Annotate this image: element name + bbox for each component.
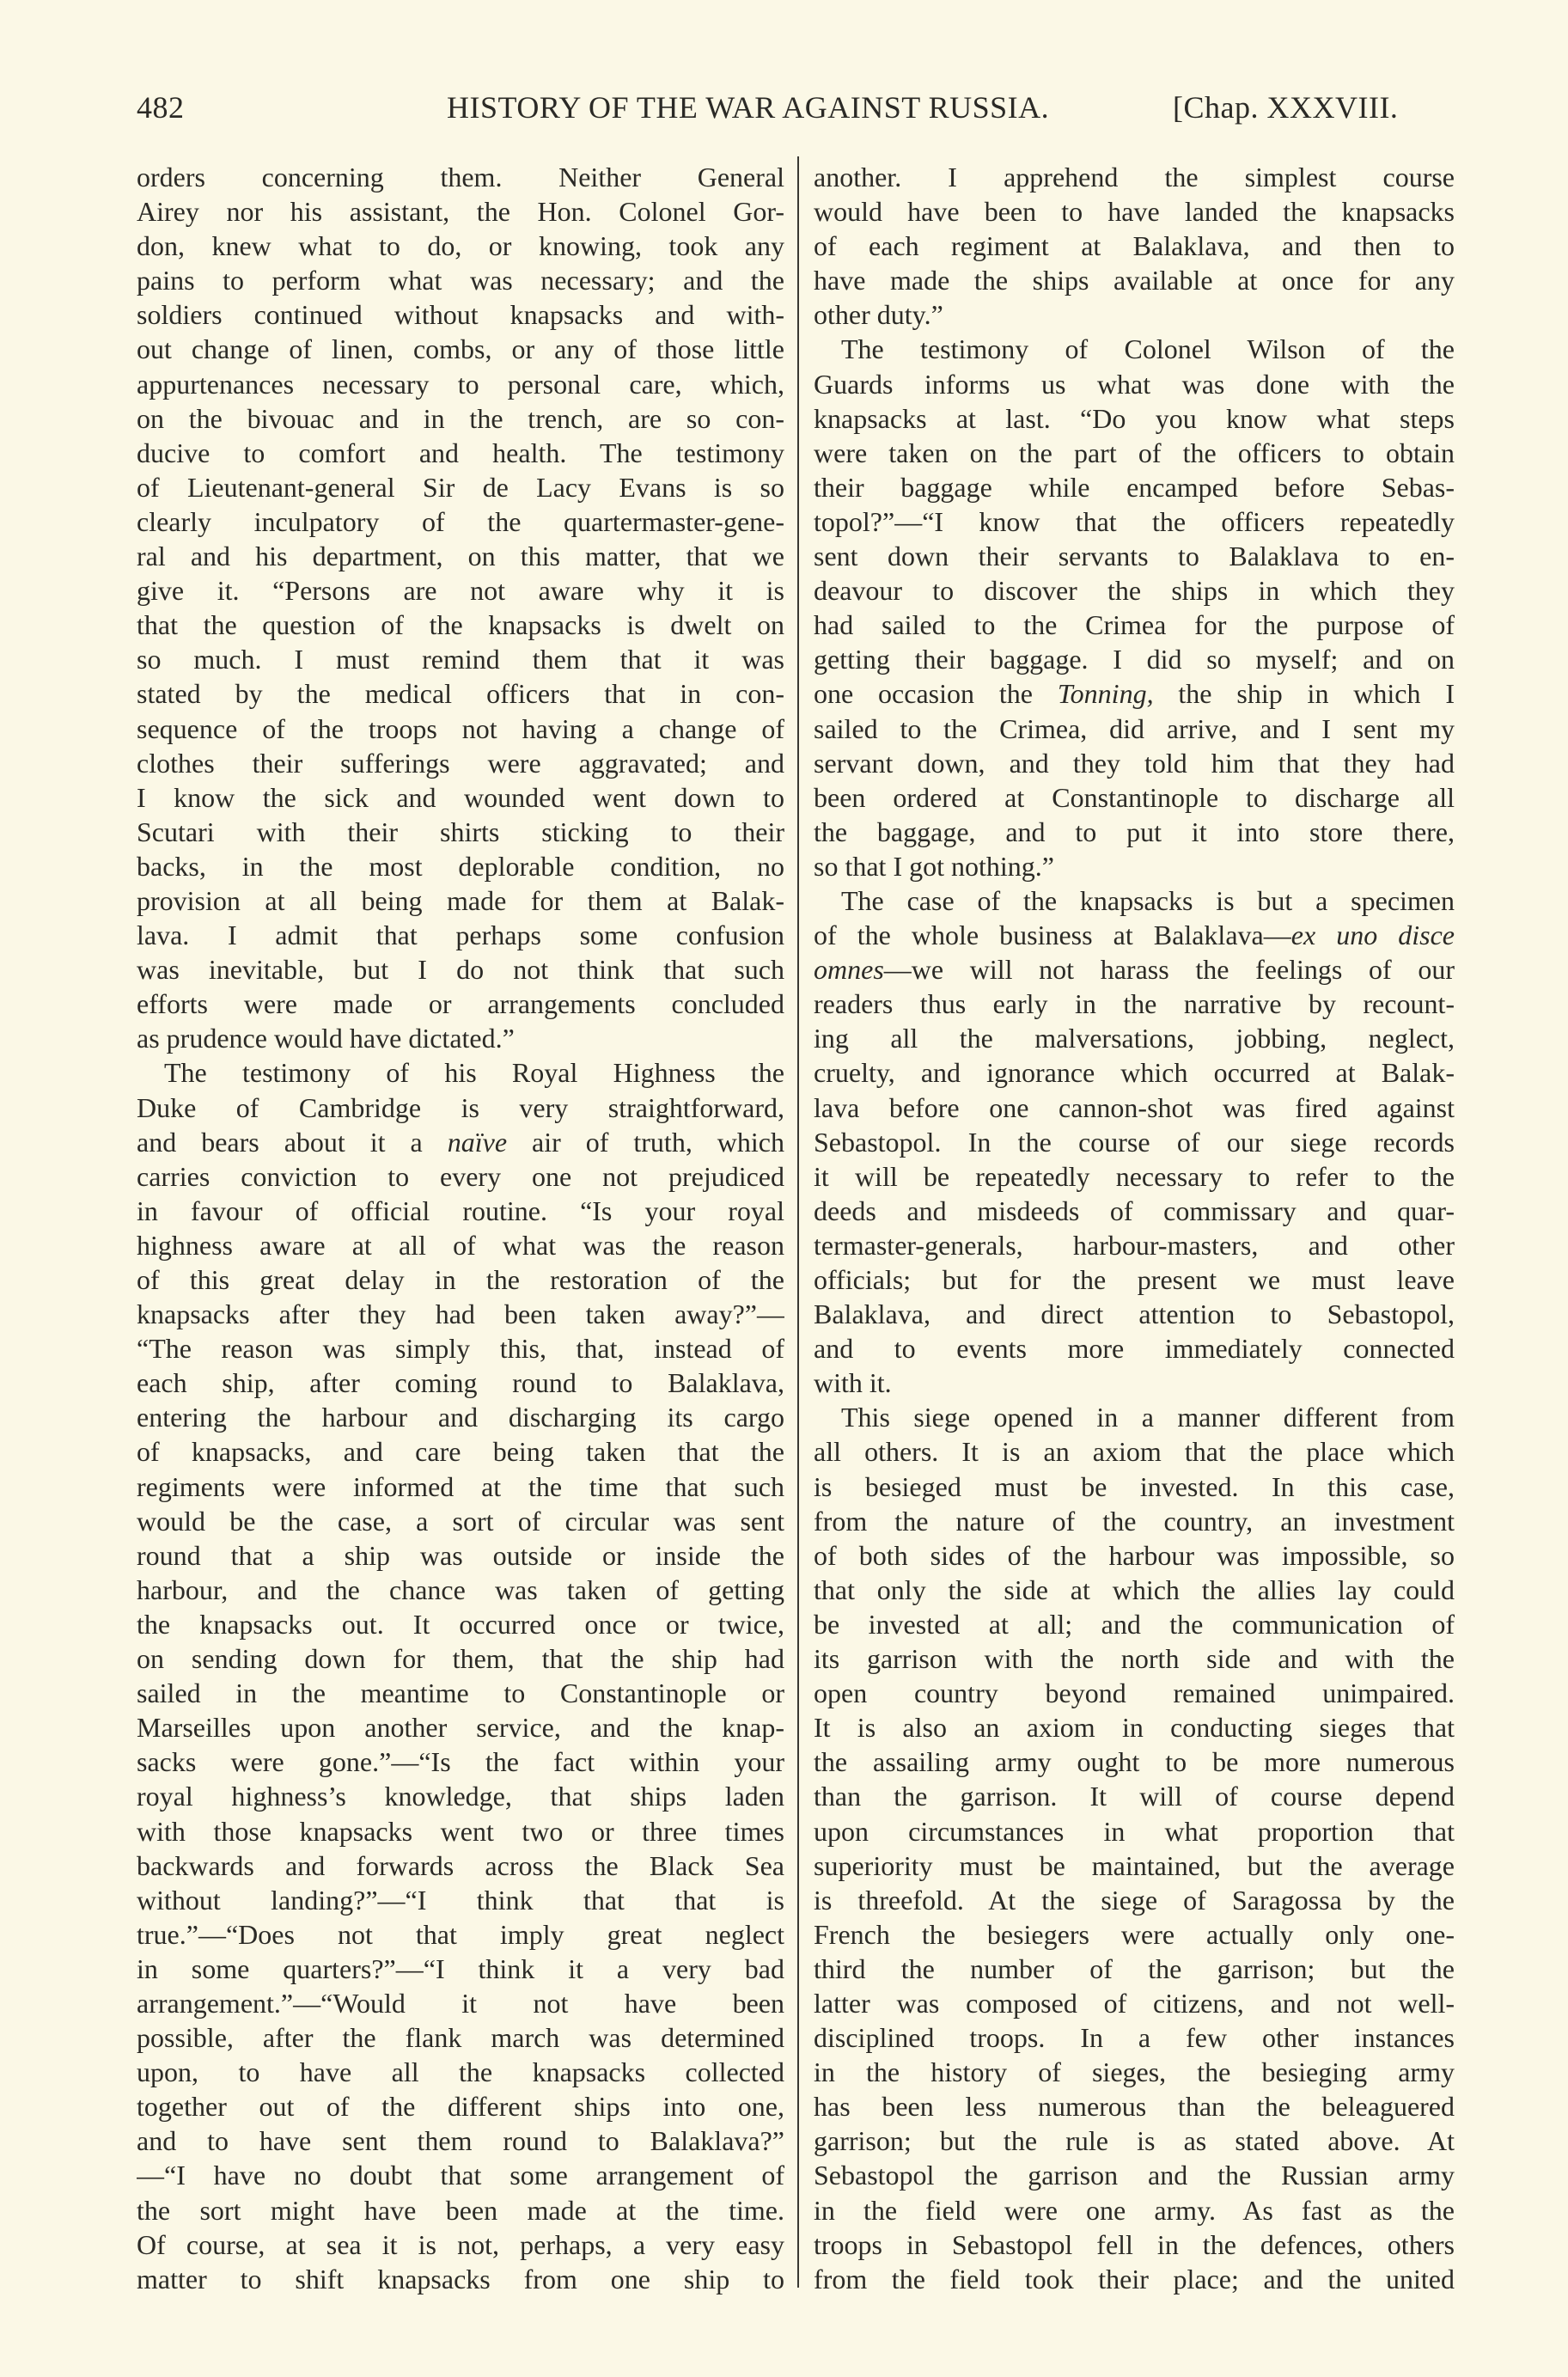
text-line — [137, 263, 784, 297]
line-text: the assailing army ought to be more numerous — [814, 1746, 1455, 1778]
line-text: pains to perform what was necessary; and the — [137, 265, 784, 296]
text-line — [814, 1710, 1455, 1745]
text-line — [814, 1400, 1455, 1434]
line-text: in favour of official routine. “Is your royal — [137, 1195, 784, 1226]
right-column — [814, 160, 1455, 2296]
text-line — [137, 1504, 784, 1538]
text-line — [814, 1297, 1455, 1331]
line-text: together out of the different ships into one, — [137, 2091, 784, 2123]
text-line — [814, 780, 1455, 815]
text-line — [137, 401, 784, 436]
line-text: sailed in the meantime to Constantinople or — [137, 1677, 784, 1709]
line-text: the knapsacks out. It occurred once or twice, — [137, 1608, 784, 1640]
line-text: upon circumstances in what proportion that — [814, 1815, 1455, 1847]
text-line — [814, 815, 1455, 849]
text-line — [814, 1504, 1455, 1538]
line-text: so much. I must remind them that it was — [137, 644, 784, 675]
text-line — [137, 160, 784, 194]
line-text: of both sides of the harbour was impossible, so — [814, 1539, 1455, 1571]
text-line — [814, 1021, 1455, 1055]
text-line — [814, 642, 1455, 676]
line-text: one occasion the — [814, 678, 1058, 710]
line-text: on the bivouac and in the trench, are so con- — [137, 402, 784, 434]
text-line — [814, 1986, 1455, 2020]
text-line — [814, 1538, 1455, 1573]
line-text: sailed to the Crimea, did arrive, and I sent my — [814, 712, 1455, 744]
line-text: deeds and misdeeds of commissary and quar- — [814, 1195, 1455, 1226]
text-line — [814, 573, 1455, 608]
line-text: was inevitable, but I do not think that such — [137, 954, 784, 986]
line-text: had sailed to the Crimea for the purpose of — [814, 609, 1455, 641]
line-text: ing all the malversations, jobbing, neglect, — [814, 1023, 1455, 1054]
line-text: of the whole business at Balaklava— — [814, 920, 1291, 951]
text-line — [137, 194, 784, 229]
line-text: be invested at all; and the communication of — [814, 1608, 1455, 1640]
text-line — [814, 987, 1455, 1021]
text-line — [137, 746, 784, 780]
text-line — [814, 436, 1455, 470]
text-line — [814, 2089, 1455, 2123]
line-text: sent down their servants to Balaklava to en- — [814, 541, 1455, 572]
text-line — [137, 470, 784, 504]
text-line — [814, 1159, 1455, 1194]
text-line — [137, 1400, 784, 1434]
text-line — [137, 883, 784, 918]
line-text: it will be repeatedly necessary to refer to the — [814, 1160, 1455, 1192]
line-text: orders concerning them. Neither General — [137, 162, 784, 192]
text-line — [137, 367, 784, 401]
text-line — [137, 1814, 784, 1848]
text-line — [137, 987, 784, 1021]
text-line — [137, 1055, 784, 1090]
line-text: and bears about it a — [137, 1126, 448, 1158]
line-text: from the nature of the country, an investment — [814, 1505, 1455, 1537]
text-line — [137, 332, 784, 366]
text-line — [814, 2262, 1455, 2296]
line-text: from the field took their place; and the united — [814, 2263, 1455, 2295]
text-line — [137, 1917, 784, 1952]
text-line — [814, 1745, 1455, 1779]
text-line — [137, 1470, 784, 1504]
text-line — [137, 780, 784, 815]
text-line — [814, 1573, 1455, 1607]
text-line — [137, 1159, 784, 1194]
text-line — [814, 2158, 1455, 2192]
line-text: sacks were gone.”—“Is the fact within your — [137, 1746, 784, 1778]
text-line — [814, 918, 1455, 952]
text-line — [814, 1125, 1455, 1159]
line-text: This siege opened in a manner different from — [841, 1402, 1455, 1433]
text-line — [137, 436, 784, 470]
line-text: that the question of the knapsacks is dwelt on — [137, 609, 784, 641]
line-text: efforts were made or arrangements concluded — [137, 988, 784, 1020]
line-text: backs, in the most deplorable condition, no — [137, 850, 784, 882]
text-line — [137, 1986, 784, 2020]
text-line — [137, 1573, 784, 1607]
text-line — [137, 1710, 784, 1745]
line-text: than the garrison. It will of course depend — [814, 1781, 1455, 1812]
line-text: the baggage, and to put it into store there, — [814, 816, 1455, 847]
text-line — [814, 712, 1455, 746]
italic-text: Tonning, — [1057, 678, 1154, 710]
line-text: Airey nor his assistant, the Hon. Colonel Gor- — [137, 196, 784, 228]
line-text: The testimony of Colonel Wilson of the — [841, 333, 1455, 365]
line-text: It is also an axiom in conducting sieges that — [814, 1712, 1455, 1744]
line-text: latter was composed of citizens, and not well- — [814, 1987, 1455, 2019]
line-text: I know the sick and wounded went down to — [137, 781, 784, 813]
line-text: carries conviction to every one not prejudiced — [137, 1160, 784, 1192]
chapter-label: [Chap. XXXVIII. — [1173, 90, 1399, 125]
page-number: 482 — [137, 90, 185, 125]
text-line — [137, 676, 784, 711]
line-text: out change of linen, combs, or any of those little — [137, 333, 784, 365]
text-line — [814, 263, 1455, 297]
line-text: stated by the medical officers that in con- — [137, 678, 784, 710]
line-text: is besieged must be invested. In this case, — [814, 1470, 1455, 1502]
line-text: in the history of sieges, the besieging army — [814, 2056, 1455, 2088]
text-line — [137, 539, 784, 573]
line-text: harbour, and the chance was taken of getting — [137, 1573, 784, 1605]
text-line — [137, 229, 784, 263]
line-text: in some quarters?”—“I think it a very bad — [137, 1952, 784, 1984]
text-line — [137, 2193, 784, 2227]
line-text: topol?”—“I know that the officers repeatedly — [814, 505, 1455, 537]
line-text: knapsacks at last. “Do you know what steps — [814, 402, 1455, 434]
text-line — [814, 849, 1455, 883]
text-line — [137, 1952, 784, 1986]
text-line — [137, 2227, 784, 2262]
text-line — [814, 1331, 1455, 1366]
text-line — [814, 1848, 1455, 1883]
text-line — [137, 2055, 784, 2089]
text-line — [814, 2193, 1455, 2227]
text-line — [137, 1607, 784, 1641]
line-text: garrison; but the rule is as stated above. At — [814, 2125, 1455, 2157]
text-line — [814, 1228, 1455, 1262]
line-text: entering the harbour and discharging its cargo — [137, 1402, 784, 1433]
line-text: were taken on the part of the officers to obtain — [814, 437, 1455, 468]
line-text: been ordered at Constantinople to discharge all — [814, 781, 1455, 813]
text-line — [814, 1262, 1455, 1297]
line-text: other duty.” — [814, 299, 943, 331]
text-line — [137, 1262, 784, 1297]
italic-text: naïve — [447, 1126, 508, 1158]
line-text: “The reason was simply this, that, instead of — [137, 1333, 784, 1365]
italic-text: ex uno disce — [1290, 920, 1455, 951]
text-line — [137, 2158, 784, 2192]
line-text: their baggage while encamped before Sebas- — [814, 471, 1455, 503]
line-text: deavour to discover the ships in which they — [814, 575, 1455, 607]
line-text: give it. “Persons are not aware why it is — [137, 575, 784, 607]
text-line — [814, 504, 1455, 539]
line-text: appurtenances necessary to personal care, which, — [137, 368, 784, 400]
line-text: upon, to have all the knapsacks collected — [137, 2056, 784, 2088]
line-text: is threefold. At the siege of Saragossa by the — [814, 1884, 1455, 1916]
line-text: has been less numerous than the beleaguered — [814, 2091, 1455, 2123]
text-line — [814, 2227, 1455, 2262]
line-text: clearly inculpatory of the quartermaster-gene- — [137, 505, 784, 537]
line-text: Sebastopol the garrison and the Russian army — [814, 2160, 1455, 2191]
text-line — [814, 746, 1455, 780]
text-line — [814, 1952, 1455, 1986]
text-line — [814, 1607, 1455, 1641]
line-text: of each regiment at Balaklava, and then to — [814, 230, 1455, 262]
line-text: as prudence would have dictated.” — [137, 1023, 515, 1054]
line-text: that only the side at which the allies lay could — [814, 1573, 1455, 1605]
text-line — [814, 1434, 1455, 1469]
line-text: so that I got nothing.” — [814, 850, 1054, 882]
text-line — [137, 1228, 784, 1262]
text-line — [137, 952, 784, 987]
line-text: sequence of the troops not having a change of — [137, 712, 784, 744]
text-line — [814, 367, 1455, 401]
line-text: Guards informs us what was done with the — [814, 368, 1455, 400]
line-text: highness aware at all of what was the reason — [137, 1229, 784, 1261]
text-line — [137, 1091, 784, 1125]
line-text: round that a ship was outside or inside the — [137, 1539, 784, 1571]
text-line — [137, 918, 784, 952]
text-line — [814, 1641, 1455, 1676]
line-text: arrangement.”—“Would it not have been — [137, 1987, 784, 2019]
line-text: regiments were informed at the time that such — [137, 1470, 784, 1502]
text-line — [814, 1814, 1455, 1848]
line-text: air of truth, which — [507, 1126, 784, 1158]
text-line — [137, 849, 784, 883]
line-text: matter to shift knapsacks from one ship to — [137, 2263, 784, 2295]
text-line — [137, 642, 784, 676]
line-text: without landing?”—“I think that that is — [137, 1884, 784, 1916]
line-text: —“I have no doubt that some arrangement of — [137, 2160, 784, 2191]
line-text: would have been to have landed the knapsacks — [814, 196, 1455, 228]
text-line — [814, 1055, 1455, 1090]
text-line — [137, 815, 784, 849]
text-line — [814, 194, 1455, 229]
line-text: and to have sent them round to Balaklava?” — [137, 2125, 784, 2157]
text-line — [814, 1676, 1455, 1710]
line-text: The testimony of his Royal Highness the — [164, 1057, 784, 1089]
text-line — [137, 712, 784, 746]
line-text: the ship in which I — [1153, 678, 1455, 710]
text-line — [137, 1641, 784, 1676]
line-text: of this great delay in the restoration of the — [137, 1264, 784, 1295]
italic-text: omnes — [814, 954, 884, 986]
line-text: royal highness’s knowledge, that ships laden — [137, 1781, 784, 1812]
line-text: its garrison with the north side and with the — [814, 1643, 1455, 1675]
text-line — [814, 1091, 1455, 1125]
left-column — [137, 160, 784, 2296]
line-text: with those knapsacks went two or three times — [137, 1815, 784, 1847]
line-text: French the besiegers were actually only one- — [814, 1918, 1455, 1950]
text-line — [814, 952, 1455, 987]
line-text: Sebastopol. In the course of our siege records — [814, 1126, 1455, 1158]
line-text: superiority must be maintained, but the average — [814, 1849, 1455, 1881]
text-line — [137, 1883, 784, 1917]
line-text: termaster-generals, harbour-masters, and other — [814, 1229, 1455, 1261]
text-line — [814, 2055, 1455, 2089]
line-text: lava. I admit that perhaps some confusion — [137, 920, 784, 951]
line-text: another. I apprehend the simplest course — [814, 162, 1455, 192]
line-text: —we will not harass the feelings of our — [883, 954, 1455, 986]
line-text: ducive to comfort and health. The testimony — [137, 437, 784, 468]
text-line — [814, 1883, 1455, 1917]
text-line — [814, 608, 1455, 642]
line-text: servant down, and they told him that they had — [814, 747, 1455, 779]
text-line — [137, 2123, 784, 2158]
text-line — [814, 2123, 1455, 2158]
line-text: The case of the knapsacks is but a specimen — [841, 884, 1455, 916]
text-line — [137, 573, 784, 608]
line-text: Duke of Cambridge is very straightforward, — [137, 1091, 784, 1123]
text-line — [137, 1331, 784, 1366]
column-divider — [797, 156, 799, 2288]
text-line — [814, 470, 1455, 504]
line-text: ral and his department, on this matter, that we — [137, 541, 784, 572]
line-text: knapsacks after they had been taken away?”— — [137, 1298, 784, 1330]
line-text: officials; but for the present we must leave — [814, 1264, 1455, 1295]
line-text: third the number of the garrison; but the — [814, 1952, 1455, 1984]
line-text: true.”—“Does not that imply great neglect — [137, 1918, 784, 1950]
line-text: possible, after the flank march was determined — [137, 2022, 784, 2054]
text-line — [814, 883, 1455, 918]
text-line — [137, 1676, 784, 1710]
line-text: the sort might have been made at the time. — [137, 2194, 784, 2226]
text-line — [814, 1470, 1455, 1504]
line-text: open country beyond remained unimpaired. — [814, 1677, 1455, 1709]
line-text: of Lieutenant-general Sir de Lacy Evans is so — [137, 471, 784, 503]
line-text: with it. — [814, 1367, 892, 1399]
line-text: Balaklava, and direct attention to Sebastopol, — [814, 1298, 1455, 1330]
text-line — [814, 1194, 1455, 1228]
text-line — [814, 332, 1455, 366]
text-line — [814, 401, 1455, 436]
text-line — [137, 1538, 784, 1573]
line-text: don, knew what to do, or knowing, took any — [137, 230, 784, 262]
text-line — [814, 676, 1455, 711]
line-text: cruelty, and ignorance which occurred at Balak- — [814, 1057, 1455, 1089]
line-text: all others. It is an axiom that the place which — [814, 1436, 1455, 1468]
line-text: on sending down for them, that the ship had — [137, 1643, 784, 1675]
line-text: provision at all being made for them at Balak- — [137, 884, 784, 916]
line-text: Scutari with their shirts sticking to their — [137, 816, 784, 847]
line-text: clothes their sufferings were aggravated; and — [137, 747, 784, 779]
line-text: Marseilles upon another service, and the knap- — [137, 1712, 784, 1744]
line-text: in the field were one army. As fast as the — [814, 2194, 1455, 2226]
text-line — [137, 1366, 784, 1400]
text-line — [137, 1297, 784, 1331]
text-line — [137, 1194, 784, 1228]
line-text: of knapsacks, and care being taken that the — [137, 1436, 784, 1468]
line-text: lava before one cannon-shot was fired against — [814, 1091, 1455, 1123]
line-text: getting their baggage. I did so myself; and on — [814, 644, 1455, 675]
text-line — [814, 160, 1455, 194]
text-line — [137, 608, 784, 642]
line-text: each ship, after coming round to Balaklava, — [137, 1367, 784, 1399]
text-line — [137, 2089, 784, 2123]
text-line — [814, 1779, 1455, 1813]
text-line — [814, 297, 1455, 332]
line-text: and to events more immediately connected — [814, 1333, 1455, 1365]
line-text: disciplined troops. In a few other instances — [814, 2022, 1455, 2054]
line-text: soldiers continued without knapsacks and with- — [137, 299, 784, 331]
text-line — [137, 1021, 784, 1055]
line-text: have made the ships available at once for any — [814, 265, 1455, 296]
text-line — [814, 1917, 1455, 1952]
text-line — [814, 539, 1455, 573]
line-text: backwards and forwards across the Black Sea — [137, 1849, 784, 1881]
line-text: Of course, at sea it is not, perhaps, a very easy — [137, 2228, 784, 2260]
line-text: readers thus early in the narrative by recount- — [814, 988, 1455, 1020]
text-line — [137, 297, 784, 332]
text-line — [814, 229, 1455, 263]
text-line — [814, 1366, 1455, 1400]
text-line — [814, 2020, 1455, 2055]
text-line — [137, 1125, 784, 1159]
line-text: would be the case, a sort of circular was sent — [137, 1505, 784, 1537]
text-line — [137, 1745, 784, 1779]
text-line — [137, 1434, 784, 1469]
text-line — [137, 1848, 784, 1883]
running-title: HISTORY OF THE WAR AGAINST RUSSIA. — [447, 90, 1050, 125]
line-text: troops in Sebastopol fell in the defences, others — [814, 2228, 1455, 2260]
text-line — [137, 504, 784, 539]
text-line — [137, 2262, 784, 2296]
text-line — [137, 2020, 784, 2055]
text-line — [137, 1779, 784, 1813]
